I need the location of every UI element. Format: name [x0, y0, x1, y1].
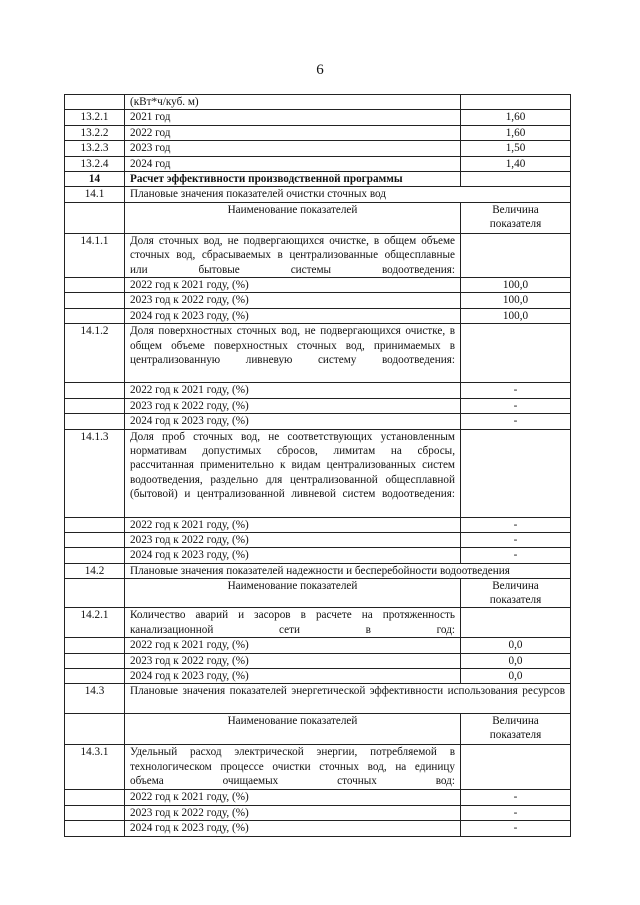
year-row	[65, 548, 571, 563]
year-row	[65, 278, 571, 293]
year-label: 2023 год к 2022 году, (%)	[125, 293, 461, 308]
empty-cell	[65, 398, 125, 413]
year-row	[65, 790, 571, 805]
empty-cell	[65, 653, 125, 668]
empty-cell	[65, 383, 125, 398]
row-number: 13.2.4	[65, 156, 125, 171]
subsection-row	[65, 684, 571, 714]
header-value: Величина показателя	[461, 579, 571, 608]
indicator-number: 14.2.1	[65, 608, 125, 638]
year-label: 2022 год к 2021 году, (%)	[125, 517, 461, 532]
year-row	[65, 383, 571, 398]
header-name: Наименование показателей	[125, 714, 461, 745]
section-row	[65, 172, 571, 187]
year-value: -	[461, 398, 571, 413]
empty-cell	[461, 324, 571, 383]
year-row	[65, 805, 571, 820]
section-number: 14	[65, 172, 125, 187]
row-number	[65, 95, 125, 110]
row-name: 2021 год	[125, 110, 461, 125]
empty-cell	[461, 429, 571, 517]
row-value: 1,60	[461, 110, 571, 125]
year-row	[65, 821, 571, 836]
year-label: 2024 год к 2023 году, (%)	[125, 414, 461, 429]
year-row	[65, 532, 571, 547]
empty-cell	[65, 293, 125, 308]
subsection-row	[65, 563, 571, 578]
empty-cell	[65, 532, 125, 547]
empty-cell	[65, 638, 125, 653]
subsection-number: 14.3	[65, 684, 125, 714]
row-value	[461, 95, 571, 110]
row-number: 13.2.1	[65, 110, 125, 125]
page-number: 6	[316, 62, 324, 78]
indicator-row	[65, 745, 571, 790]
year-label: 2022 год к 2021 году, (%)	[125, 638, 461, 653]
table-row	[65, 125, 571, 140]
section-title: Расчет эффективности производственной программы	[125, 172, 461, 187]
indicator-row	[65, 233, 571, 277]
year-row	[65, 398, 571, 413]
year-value: -	[461, 821, 571, 836]
indicator-number: 14.1.2	[65, 324, 125, 383]
header-row	[65, 202, 571, 233]
year-label: 2024 год к 2023 году, (%)	[125, 821, 461, 836]
year-value: -	[461, 383, 571, 398]
row-value: 1,60	[461, 125, 571, 140]
indicator-number: 14.1.3	[65, 429, 125, 517]
empty-cell	[65, 278, 125, 293]
indicator-text: Удельный расход электрической энергии, потребляемой в технологическом процессе очистки сточных вод, на единицу объема очищаемых сточных вод:	[125, 745, 461, 790]
row-value: 1,40	[461, 156, 571, 171]
year-label: 2022 год к 2021 году, (%)	[125, 383, 461, 398]
year-label: 2022 год к 2021 году, (%)	[125, 790, 461, 805]
indicator-number: 14.3.1	[65, 745, 125, 790]
row-number: 13.2.2	[65, 125, 125, 140]
subsection-number: 14.2	[65, 563, 125, 578]
indicator-text: Доля сточных вод, не подвергающихся очистке, в общем объеме сточных вод, сбрасываемых в централизованные общесплавные или бытовые системы водоотведения:	[125, 233, 461, 277]
subsection-title: Плановые значения показателей надежности и бесперебойности водоотведения	[125, 563, 571, 578]
header-value: Величина показателя	[461, 714, 571, 745]
year-value: -	[461, 414, 571, 429]
indicator-number: 14.1.1	[65, 233, 125, 277]
year-label: 2024 год к 2023 году, (%)	[125, 668, 461, 683]
empty-cell	[65, 821, 125, 836]
year-row	[65, 638, 571, 653]
row-value: 1,50	[461, 141, 571, 156]
year-row	[65, 517, 571, 532]
year-row	[65, 414, 571, 429]
year-row	[65, 653, 571, 668]
subsection-title: Плановые значения показателей энергетической эффективности использования ресурсов	[125, 684, 571, 714]
indicator-row	[65, 429, 571, 517]
row-number: 13.2.3	[65, 141, 125, 156]
row-name: (кВт*ч/куб. м)	[125, 95, 461, 110]
header-row	[65, 714, 571, 745]
empty-cell	[461, 233, 571, 277]
indicator-row	[65, 608, 571, 638]
year-value: -	[461, 548, 571, 563]
header-value: Величина показателя	[461, 202, 571, 233]
header-name: Наименование показателей	[125, 579, 461, 608]
row-name: 2022 год	[125, 125, 461, 140]
row-name: 2024 год	[125, 156, 461, 171]
year-value: 0,0	[461, 638, 571, 653]
empty-cell	[65, 548, 125, 563]
empty-cell	[65, 517, 125, 532]
table-row	[65, 95, 571, 110]
empty-cell	[461, 608, 571, 638]
year-value: 100,0	[461, 278, 571, 293]
empty-cell	[65, 805, 125, 820]
year-label: 2024 год к 2023 году, (%)	[125, 308, 461, 323]
header-name: Наименование показателей	[125, 202, 461, 233]
year-value: -	[461, 532, 571, 547]
year-label: 2023 год к 2022 году, (%)	[125, 398, 461, 413]
year-value: 0,0	[461, 653, 571, 668]
year-row	[65, 293, 571, 308]
year-value: 0,0	[461, 668, 571, 683]
empty-cell	[65, 714, 125, 745]
year-label: 2022 год к 2021 году, (%)	[125, 278, 461, 293]
empty-cell	[65, 579, 125, 608]
year-value: -	[461, 517, 571, 532]
year-row	[65, 668, 571, 683]
empty-cell	[65, 790, 125, 805]
subsection-title: Плановые значения показателей очистки сточных вод	[125, 187, 571, 202]
indicator-row	[65, 324, 571, 383]
subsection-number: 14.1	[65, 187, 125, 202]
subsection-row	[65, 187, 571, 202]
year-label: 2024 год к 2023 году, (%)	[125, 548, 461, 563]
year-value: -	[461, 805, 571, 820]
header-row	[65, 579, 571, 608]
year-value: 100,0	[461, 293, 571, 308]
indicator-text: Доля поверхностных сточных вод, не подвергающихся очистке, в общем объеме поверхностных сточных вод, принимаемых в централизованную ливневую систему водоотведения:	[125, 324, 461, 383]
indicator-text: Доля проб сточных вод, не соответствующих установленным нормативам допустимых сбросов, лимитам на сбросы, рассчитанная применительно к видам централизованных систем водоотведения, раздельно для централизованной общесплавной (бытовой) и централизованной ливневой систем водоотведения:	[125, 429, 461, 517]
year-label: 2023 год к 2022 году, (%)	[125, 653, 461, 668]
indicator-text: Количество аварий и засоров в расчете на протяженность канализационной сети в год:	[125, 608, 461, 638]
empty-cell	[461, 745, 571, 790]
year-value: -	[461, 790, 571, 805]
indicators-table	[64, 94, 571, 837]
empty-cell	[461, 172, 571, 187]
empty-cell	[65, 202, 125, 233]
empty-cell	[65, 308, 125, 323]
table-row	[65, 110, 571, 125]
year-value: 100,0	[461, 308, 571, 323]
table-row	[65, 156, 571, 171]
year-label: 2023 год к 2022 году, (%)	[125, 532, 461, 547]
row-name: 2023 год	[125, 141, 461, 156]
year-row	[65, 308, 571, 323]
empty-cell	[65, 668, 125, 683]
empty-cell	[65, 414, 125, 429]
table-row	[65, 141, 571, 156]
year-label: 2023 год к 2022 году, (%)	[125, 805, 461, 820]
